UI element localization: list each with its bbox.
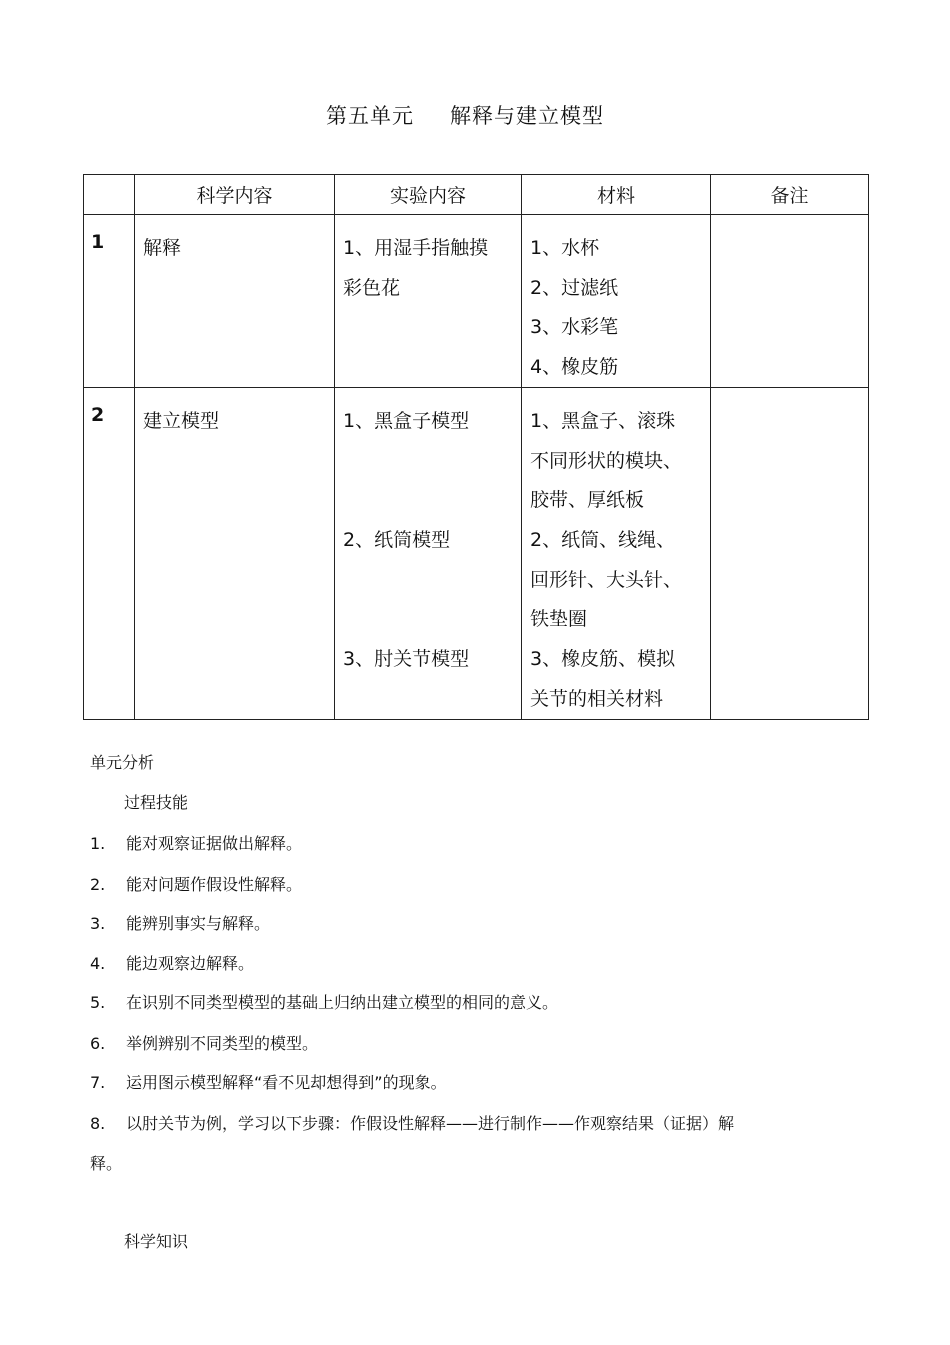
experiment-block	[343, 521, 513, 640]
material-line: 胶带、厚纸板	[530, 489, 645, 511]
material-line: 铁垫圈	[530, 608, 588, 630]
header-notes: 备注	[711, 175, 869, 215]
analysis-heading: 单元分析	[90, 753, 155, 772]
process-skills-heading: 过程技能	[124, 793, 189, 812]
row-materials	[522, 388, 711, 720]
unit-content-table	[83, 174, 869, 720]
row-content	[135, 388, 335, 720]
table-row	[84, 215, 869, 388]
experiment-line: 彩色花	[343, 276, 401, 299]
row-content	[135, 215, 335, 388]
material-line: 回形针、大头针、	[530, 568, 683, 591]
header-experiment: 实验内容	[335, 175, 522, 215]
experiment-line: 2、纸筒模型	[343, 529, 451, 551]
row-note	[711, 388, 869, 720]
material-block	[530, 640, 702, 719]
material-line: 4、橡皮筋	[530, 355, 619, 378]
row-number: 2	[84, 388, 135, 720]
list-item-continuation: 释。	[90, 1154, 123, 1173]
material-line: 2、纸筒、线绳、	[530, 529, 676, 551]
page-title	[0, 100, 930, 130]
material-line: 关节的相关材料	[530, 687, 664, 710]
list-item: 1. 能对观察证据做出解释。	[90, 834, 303, 853]
header-materials: 材料	[522, 175, 711, 215]
content-text: 建立模型	[143, 410, 220, 432]
material-line: 3、橡皮筋、模拟	[530, 648, 676, 670]
row-experiment	[335, 388, 522, 720]
experiment-line: 3、肘关节模型	[343, 648, 470, 670]
material-line: 2、过滤纸	[530, 276, 619, 299]
experiment-block	[343, 640, 513, 719]
list-item: 5. 在识别不同类型模型的基础上归纳出建立模型的相同的意义。	[90, 993, 559, 1012]
title-topic: 解释与建立模型	[450, 104, 604, 128]
material-line: 3、水彩笔	[530, 316, 619, 338]
list-item: 3. 能辨别事实与解释。	[90, 914, 271, 933]
experiment-line: 1、用湿手指触摸	[343, 237, 489, 259]
experiment-block	[343, 402, 513, 521]
material-line: 不同形状的模块、	[530, 449, 683, 472]
row-note	[711, 215, 869, 388]
row-number: 1	[84, 215, 135, 388]
table-row	[84, 388, 869, 720]
list-item: 6. 举例辨别不同类型的模型。	[90, 1034, 319, 1053]
experiment-line: 1、黑盒子模型	[343, 410, 470, 432]
material-block	[530, 521, 702, 640]
list-item: 4. 能边观察边解释。	[90, 954, 255, 973]
material-line: 1、黑盒子、滚珠	[530, 410, 676, 432]
science-knowledge-heading: 科学知识	[124, 1232, 189, 1251]
table-header-row	[84, 175, 869, 215]
header-content: 科学内容	[135, 175, 335, 215]
list-item: 8. 以肘关节为例，学习以下步骤：作假设性解释——进行制作——作观察结果（证据）解	[90, 1114, 735, 1133]
content-text: 解释	[143, 237, 182, 259]
row-experiment	[335, 215, 522, 388]
material-line: 1、水杯	[530, 237, 600, 259]
header-num	[84, 175, 135, 215]
row-materials	[522, 215, 711, 388]
title-unit: 第五单元	[326, 104, 414, 128]
material-block	[530, 402, 702, 521]
list-item: 7. 运用图示模型解释“看不见却想得到”的现象。	[90, 1073, 447, 1092]
list-item: 2. 能对问题作假设性解释。	[90, 875, 303, 894]
